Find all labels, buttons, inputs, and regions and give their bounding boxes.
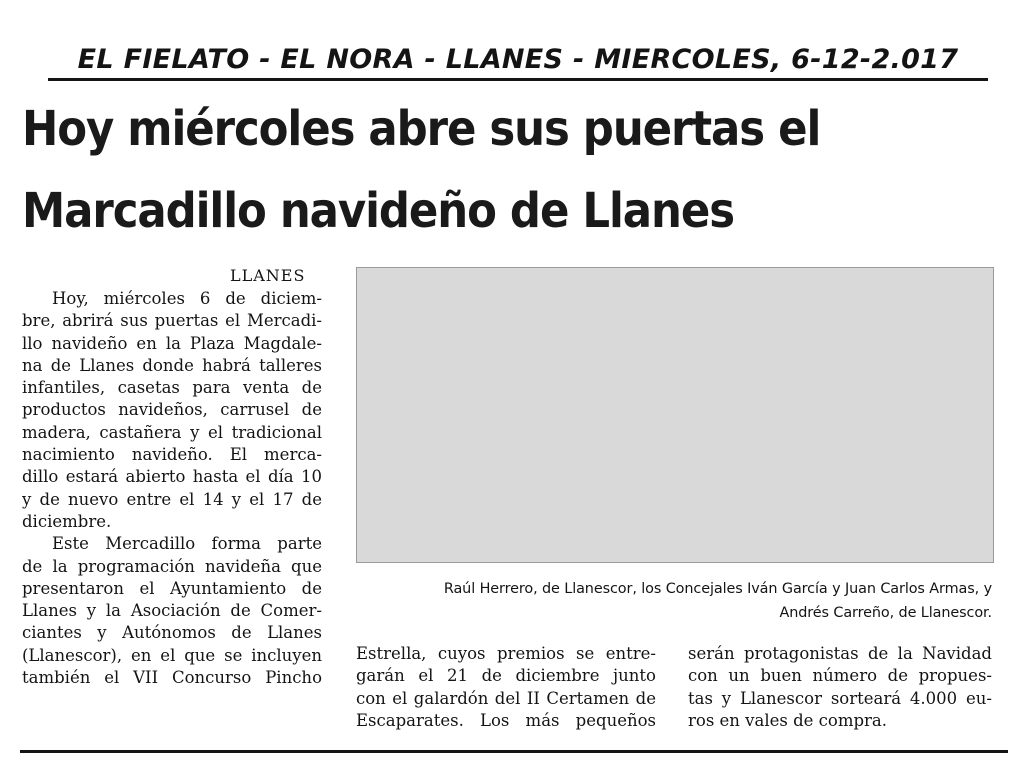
body-line: diciembre. — [22, 511, 112, 531]
right-column — [688, 643, 992, 732]
body-line: infantiles, casetas para venta de — [22, 378, 322, 398]
body-line: con el galardón del II Certamen de — [356, 688, 656, 708]
body-line: Escaparates. Los más pequeños — [356, 710, 656, 730]
body-line: y de nuevo entre el 14 y el 17 de — [22, 489, 322, 509]
body-line: na de Llanes donde habrá talleres — [22, 355, 322, 375]
body-line: dillo estará abierto hasta el día 10 — [22, 467, 322, 487]
body-line: también el VII Concurso Pincho — [22, 668, 322, 688]
dateline: LLANES — [230, 266, 306, 285]
body-line: (Llanescor), en el que se incluyen — [22, 645, 322, 665]
body-line: de la programación navideña que — [22, 556, 322, 576]
body-line: serán protagonistas de la Navidad — [688, 644, 992, 663]
body-line: Hoy, miércoles 6 de diciem- — [52, 289, 322, 308]
body-line: tas y Llanescor sorteará 4.000 eu- — [688, 688, 992, 708]
middle-column — [356, 643, 656, 732]
left-column — [22, 288, 322, 689]
press-photo — [356, 267, 994, 563]
body-line: llo navideño en la Plaza Magdale- — [22, 333, 322, 353]
photo-caption — [356, 577, 992, 625]
body-line: Este Mercadillo forma parte — [52, 534, 322, 554]
headline-line-2: Marcadillo navideño de Llanes — [22, 183, 734, 239]
body-line: garán el 21 de diciembre junto — [356, 666, 656, 686]
body-line: ciantes y Autónomos de Llanes — [22, 623, 322, 643]
body-line: productos navideños, carrusel de — [22, 400, 322, 420]
body-line: madera, castañera y el tradicional — [22, 422, 322, 442]
body-line: presentaron el Ayuntamiento de — [22, 578, 322, 598]
headline — [22, 88, 918, 252]
body-line: nacimiento navideño. El merca- — [22, 445, 322, 465]
body-line: bre, abrirá sus puertas el Mercadi- — [22, 311, 322, 331]
masthead: EL FIELATO - EL NORA - LLANES - MIERCOLES, 6-12-2.017 — [48, 42, 988, 81]
body-line: ros en vales de compra. — [688, 710, 888, 730]
body-line: Llanes y la Asociación de Comer- — [22, 601, 322, 621]
bottom-rule — [20, 750, 1008, 753]
headline-line-1: Hoy miércoles abre sus puertas el — [22, 101, 821, 157]
body-line: con un buen número de propues- — [688, 666, 992, 686]
body-line: Estrella, cuyos premios se entre- — [356, 644, 656, 663]
caption-line: Andrés Carreño, de Llanescor. — [779, 605, 992, 621]
caption-line: Raúl Herrero, de Llanescor, los Concejales Iván García y Juan Carlos Armas, y — [443, 581, 992, 597]
